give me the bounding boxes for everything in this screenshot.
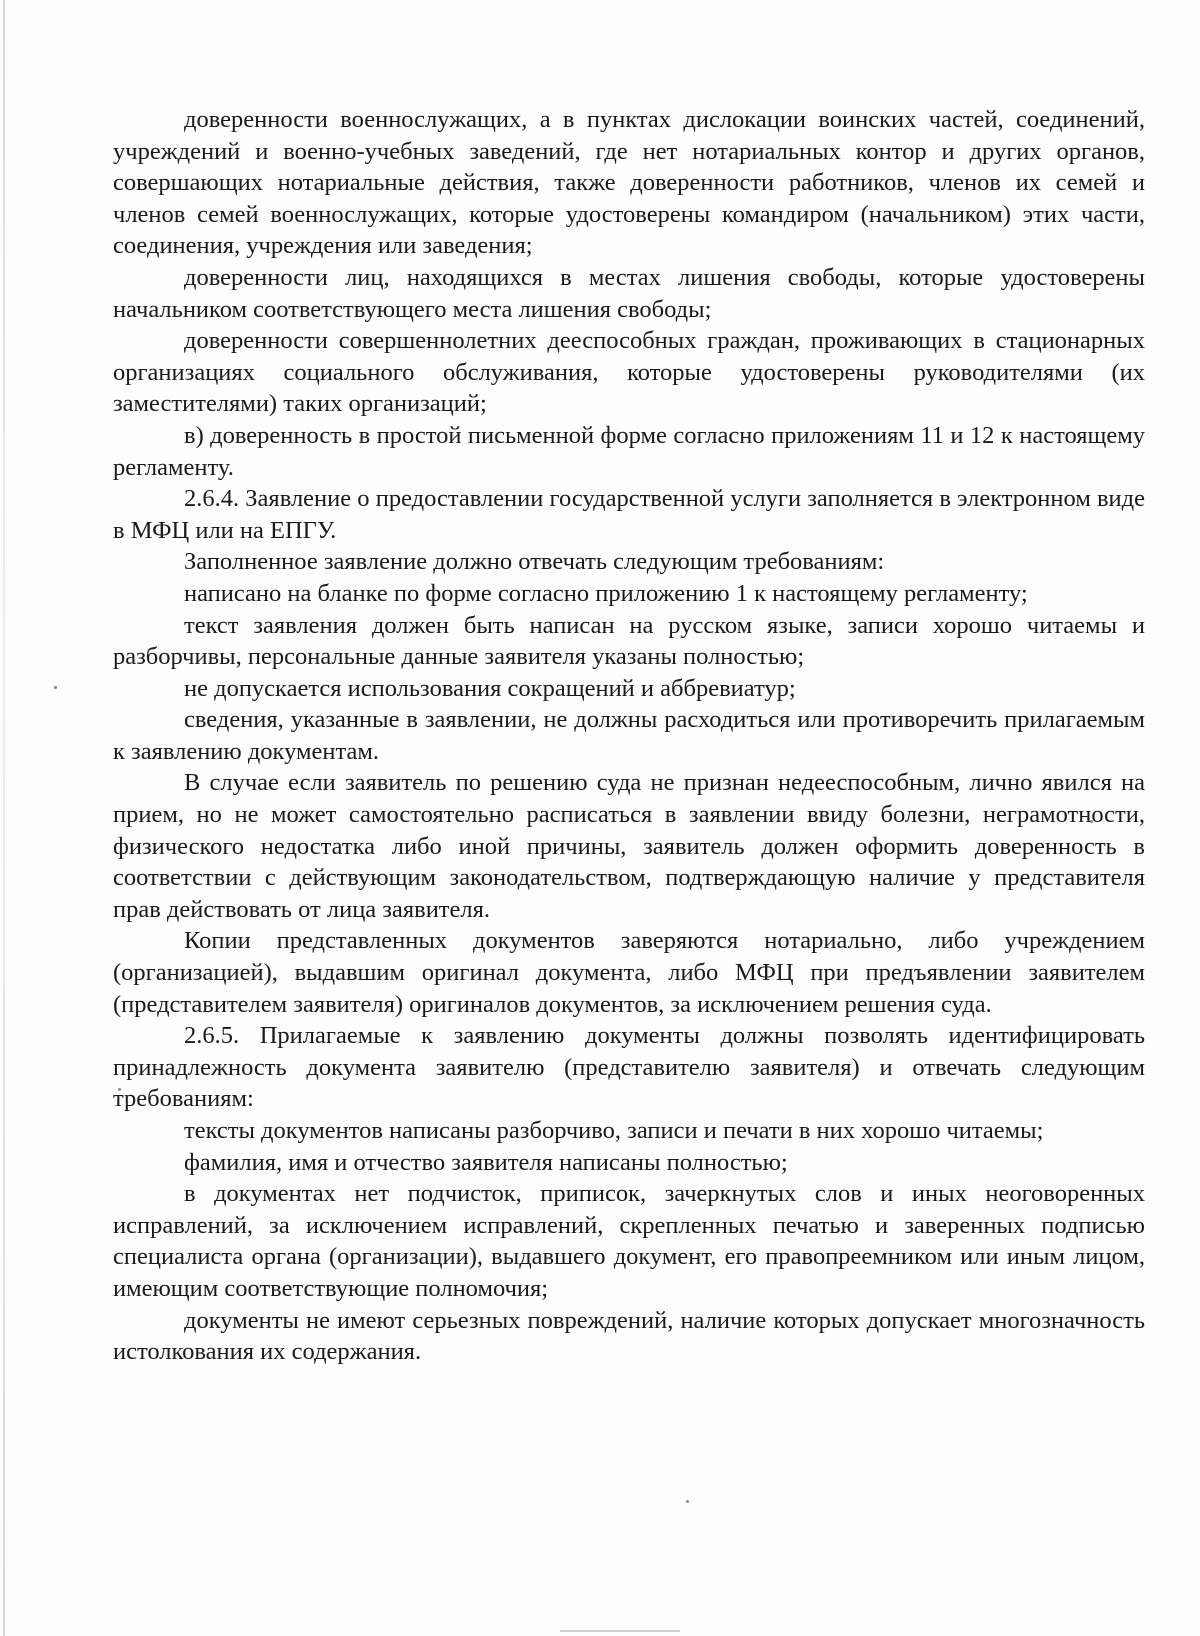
paragraph-no-damage: документы не имеют серьезных повреждений, наличие которых допускает многозначность истолкования их содержания. xyxy=(113,1306,1145,1366)
scan-edge xyxy=(3,0,5,1636)
paragraph-copies-certified: Копии представленных документов заверяются нотариально, либо учреждением (организацией), выдавшим оригинал документа, либо МФЦ при предъявлении заявителем (представителем заявителя) оригиналов документов, за исключением решения суда. xyxy=(113,927,1145,1018)
paragraph-form-blank: написано на бланке по форме согласно приложению 1 к настоящему регламенту; xyxy=(184,579,1028,607)
paragraph-russian-language: текст заявления должен быть написан на русском языке, записи хорошо читаемы и разборчивы, персональные данные заявителя указаны полностью; xyxy=(113,611,1145,671)
paragraph-no-erasures: в документах нет подчисток, приписок, зачеркнутых слов и иных неоговоренных исправлений, за исключением исправлений, скрепленных печатью и заверенных подписью специалиста органа (организации), выдавшего документ, его правопреемником или иным лицом, имеющим соответствующие полномочия; xyxy=(113,1180,1145,1302)
paragraph-requirements-intro: Заполненное заявление должно отвечать следующим требованиям: xyxy=(184,548,885,576)
scan-bottom-mark xyxy=(560,1630,680,1632)
paragraph-social-care-powers: доверенности совершеннолетних дееспособных граждан, проживающих в стационарных организациях социального обслуживания, которые удостоверены руководителями (их заместителями) таких организаций; xyxy=(113,327,1145,418)
paragraph-legible-texts: тексты документов написаны разборчиво, записи и печати в них хорошо читаемы; xyxy=(184,1117,1044,1144)
scan-speck xyxy=(686,1500,689,1503)
paragraph-2-6-4: 2.6.4. Заявление о предоставлении государственной услуги заполняется в электронном виде в МФЦ или на ЕПГУ. xyxy=(113,485,1145,544)
paragraph-simple-written-power: в) доверенность в простой письменной форме согласно приложениям 11 и 12 к настоящему регламенту. xyxy=(113,421,1145,481)
paragraph-no-contradictions: сведения, указанные в заявлении, не должны расходиться или противоречить прилагаемым к заявлению документам. xyxy=(113,706,1145,765)
paragraph-full-name: фамилия, имя и отчество заявителя написаны полностью; xyxy=(184,1148,788,1176)
paragraph-no-abbreviations: не допускается использования сокращений и аббревиатур; xyxy=(184,674,796,702)
document-body xyxy=(113,104,1145,1368)
paragraph-cannot-sign: В случае если заявитель по решению суда не признан недееспособным, лично явился на прием, но не может самостоятельно расписаться в заявлении ввиду болезни, неграмотности, физического недостатка либо иной причины, заявитель должен оформить доверенность в соответствии с действующим законодательством, подтверждающую наличие у представителя прав действовать от лица заявителя. xyxy=(113,769,1145,923)
paragraph-military-powers: доверенности военнослужащих, а в пунктах дислокации воинских частей, соединений, учреждений и военно-учебных заведений, где нет нотариальных контор и других органов, совершающих нотариальные действия, также доверенности работников, членов их семей и членов семей военнослужащих, которые удостоверены командиром (начальником) этих части, соединения, учреждения или заведения; xyxy=(113,106,1145,260)
paragraph-prison-powers: доверенности лиц, находящихся в местах лишения свободы, которые удостоверены начальником соответствующего места лишения свободы; xyxy=(113,263,1145,323)
scan-speck xyxy=(54,686,57,689)
paragraph-2-6-5: 2.6.5. Прилагаемые к заявлению документы должны позволять идентифицировать принадлежность документа заявителю (представителю заявителя) и отвечать следующим требованиям: xyxy=(113,1022,1145,1113)
